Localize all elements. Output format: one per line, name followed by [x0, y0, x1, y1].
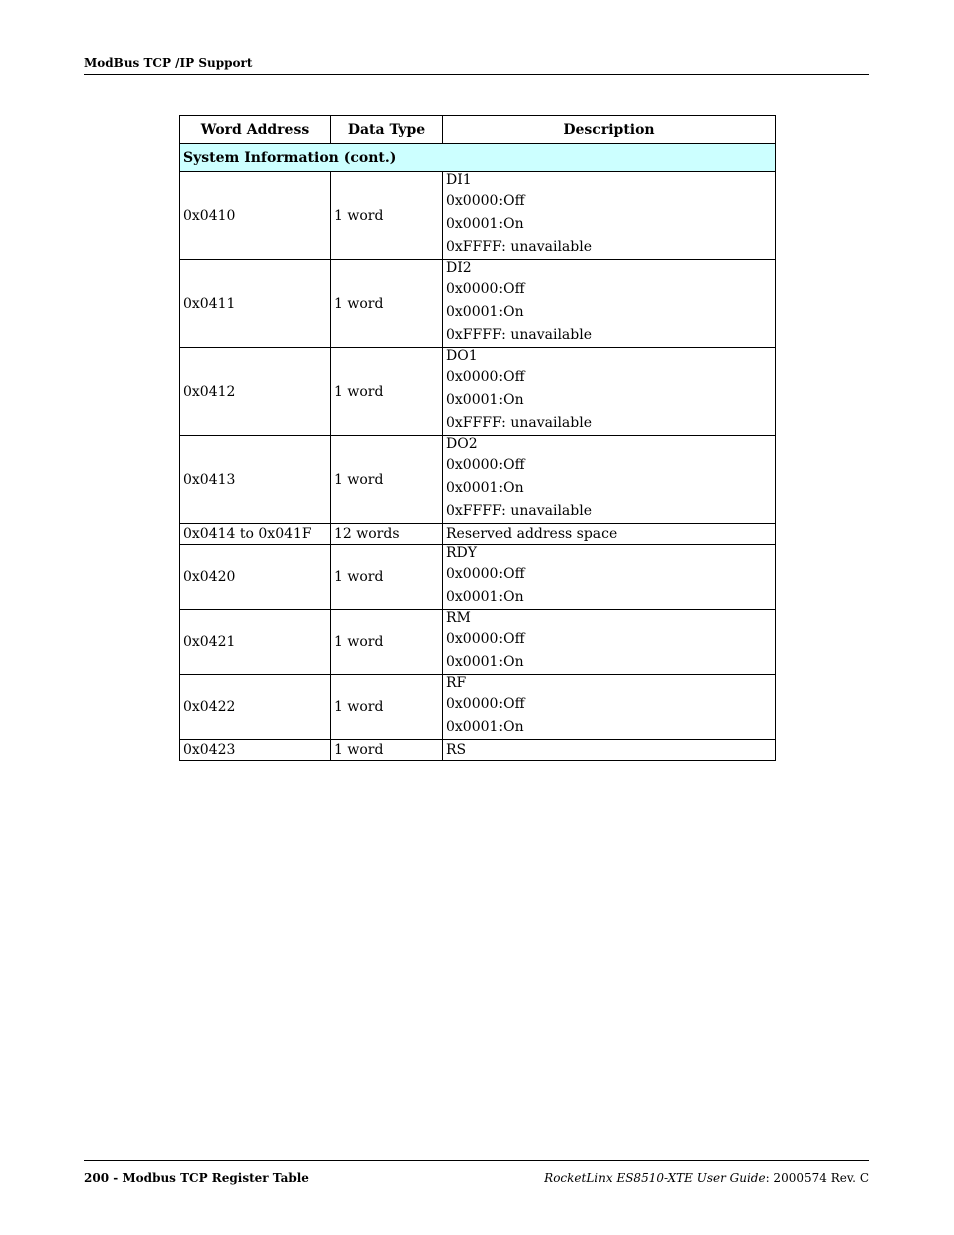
cell-data-type: 1 word	[331, 610, 443, 675]
cell-word-address: 0x0421	[180, 610, 331, 675]
description-line: 0x0001:On	[446, 304, 524, 320]
description-line: 0xFFFF: unavailable	[446, 327, 592, 343]
cell-word-address: 0x0412	[180, 348, 331, 436]
cell-word-address: 0x0413	[180, 436, 331, 524]
column-header-data-type: Data Type	[331, 116, 443, 144]
cell-word-address: 0x0420	[180, 545, 331, 610]
description-line: DO1	[446, 348, 478, 364]
description-line: DO2	[446, 436, 478, 452]
description-line: RM	[446, 610, 471, 626]
description-line: 0x0001:On	[446, 216, 524, 232]
cell-data-type: 1 word	[331, 348, 443, 436]
description-line: RDY	[446, 545, 478, 561]
register-table	[179, 115, 776, 761]
cell-data-type: 1 word	[331, 260, 443, 348]
description-line: 0x0001:On	[446, 719, 524, 735]
description-line: 0x0001:On	[446, 589, 524, 605]
table-row	[180, 675, 776, 740]
cell-description	[443, 348, 776, 436]
table-row	[180, 545, 776, 610]
table-header-row	[180, 116, 776, 144]
cell-data-type: 1 word	[331, 545, 443, 610]
table-row	[180, 740, 776, 761]
cell-data-type: 1 word	[331, 675, 443, 740]
table-row	[180, 260, 776, 348]
description-line: 0x0001:On	[446, 480, 524, 496]
table-row	[180, 348, 776, 436]
section-row	[180, 144, 776, 172]
cell-word-address: 0x0414 to 0x041F	[180, 524, 331, 545]
description-line: 0x0000:Off	[446, 631, 525, 647]
cell-data-type: 1 word	[331, 436, 443, 524]
description-line: 0x0000:Off	[446, 566, 525, 582]
cell-description: Reserved address space	[443, 524, 776, 545]
column-header-word-address: Word Address	[180, 116, 331, 144]
footer-doc-number: : 2000574 Rev. C	[765, 1171, 869, 1185]
description-line: 0x0000:Off	[446, 193, 525, 209]
cell-description	[443, 675, 776, 740]
footer-guide-title: RocketLinx ES8510-XTE User Guide	[544, 1171, 766, 1185]
cell-data-type: 12 words	[331, 524, 443, 545]
footer-doc-info	[544, 1170, 869, 1186]
description-line: DI2	[446, 260, 472, 276]
column-header-description: Description	[443, 116, 776, 144]
description-line: DI1	[446, 172, 472, 188]
cell-data-type: 1 word	[331, 740, 443, 761]
description-line: 0xFFFF: unavailable	[446, 503, 592, 519]
table-row	[180, 610, 776, 675]
description-line: 0x0000:Off	[446, 696, 525, 712]
table-row	[180, 172, 776, 260]
cell-description	[443, 436, 776, 524]
description-line: 0xFFFF: unavailable	[446, 415, 592, 431]
cell-description	[443, 260, 776, 348]
running-header	[84, 55, 869, 75]
cell-word-address: 0x0422	[180, 675, 331, 740]
description-line: RF	[446, 675, 467, 691]
cell-word-address: 0x0411	[180, 260, 331, 348]
cell-word-address: 0x0423	[180, 740, 331, 761]
page-footer	[84, 1160, 869, 1186]
table-row	[180, 524, 776, 545]
cell-data-type: 1 word	[331, 172, 443, 260]
description-line: 0x0000:Off	[446, 281, 525, 297]
cell-description	[443, 172, 776, 260]
description-line: 0x0000:Off	[446, 457, 525, 473]
table-row	[180, 436, 776, 524]
section-title: System Information (cont.)	[180, 144, 776, 172]
description-line: 0x0000:Off	[446, 369, 525, 385]
cell-word-address: 0x0410	[180, 172, 331, 260]
cell-description	[443, 610, 776, 675]
header-title: ModBus TCP /IP Support	[84, 56, 253, 70]
description-line: 0x0001:On	[446, 654, 524, 670]
cell-description: RS	[443, 740, 776, 761]
footer-page-label: 200 - Modbus TCP Register Table	[84, 1171, 309, 1185]
cell-description	[443, 545, 776, 610]
description-line: 0x0001:On	[446, 392, 524, 408]
description-line: 0xFFFF: unavailable	[446, 239, 592, 255]
